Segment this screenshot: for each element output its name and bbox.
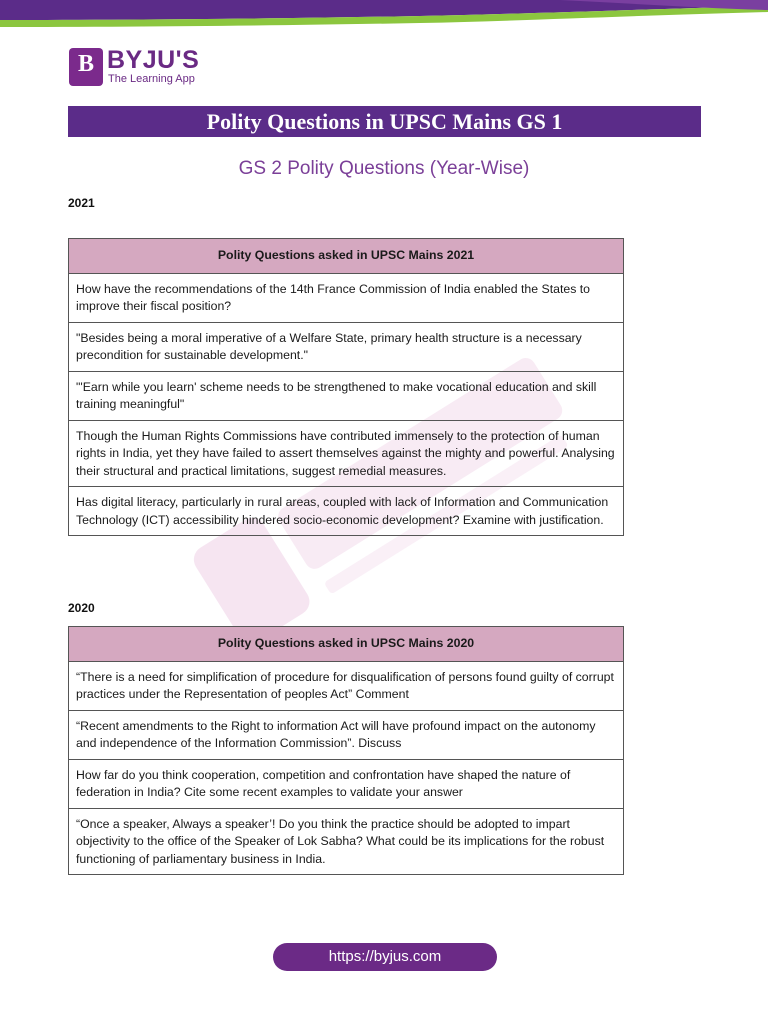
- table-header-row: [69, 239, 624, 274]
- table-row: [69, 661, 624, 710]
- question-cell: “There is a need for simplification of procedure for disqualification of persons found guilty of corrupt practices under the Representation of peoples Act” Comment: [69, 661, 624, 710]
- table-row: [69, 759, 624, 808]
- question-cell: Has digital literacy, particularly in rural areas, coupled with lack of Information and Communication Technology (ICT) accessibility hindered socio-economic development? Examine with justification.: [69, 487, 624, 536]
- page-title: Polity Questions in UPSC Mains GS 1: [68, 106, 701, 137]
- table-header: Polity Questions asked in UPSC Mains 2021: [69, 239, 624, 274]
- footer-url-link[interactable]: https://byjus.com: [273, 943, 497, 971]
- question-cell: How have the recommendations of the 14th France Commission of India enabled the States to improve their fiscal position?: [69, 273, 624, 322]
- questions-table-2020: [68, 626, 624, 875]
- question-cell: “Recent amendments to the Right to information Act will have profound impact on the autonomy and independence of the Information Commission”. Discuss: [69, 710, 624, 759]
- question-cell: Though the Human Rights Commissions have contributed immensely to the protection of human rights in India, yet they have failed to assert themselves against the mighty and powerful. Analysing their structural and practical limitations, suggest remedial measures.: [69, 420, 624, 487]
- table-row: [69, 322, 624, 371]
- table-header: Polity Questions asked in UPSC Mains 2020: [69, 627, 624, 662]
- table-row: [69, 420, 624, 487]
- logo-mark-icon: B: [69, 48, 103, 86]
- question-cell: “Once a speaker, Always a speaker’! Do you think the practice should be adopted to impart objectivity to the office of the Speaker of Lok Sabha? What could be its implications for the robust functioning of parliamentary business in India.: [69, 808, 624, 875]
- page-subtitle: GS 2 Polity Questions (Year-Wise): [238, 158, 530, 179]
- table-row: [69, 487, 624, 536]
- table-row: [69, 710, 624, 759]
- question-cell: How far do you think cooperation, competition and confrontation have shaped the nature of federation in India? Cite some recent examples to validate your answer: [69, 759, 624, 808]
- table-row: [69, 273, 624, 322]
- year-label-2021: 2021: [68, 196, 95, 210]
- questions-table-2021: [68, 238, 624, 536]
- top-decorative-band: [0, 0, 768, 30]
- question-cell: "Besides being a moral imperative of a Welfare State, primary health structure is a necessary precondition for sustainable development.": [69, 322, 624, 371]
- question-cell: "'Earn while you learn' scheme needs to be strengthened to make vocational education and skill training meaningful": [69, 371, 624, 420]
- table-row: [69, 371, 624, 420]
- brand-tagline: The Learning App: [108, 73, 195, 85]
- table-row: [69, 808, 624, 875]
- brand-name: BYJU'S: [107, 46, 200, 74]
- year-label-2020: 2020: [68, 601, 95, 615]
- table-header-row: [69, 627, 624, 662]
